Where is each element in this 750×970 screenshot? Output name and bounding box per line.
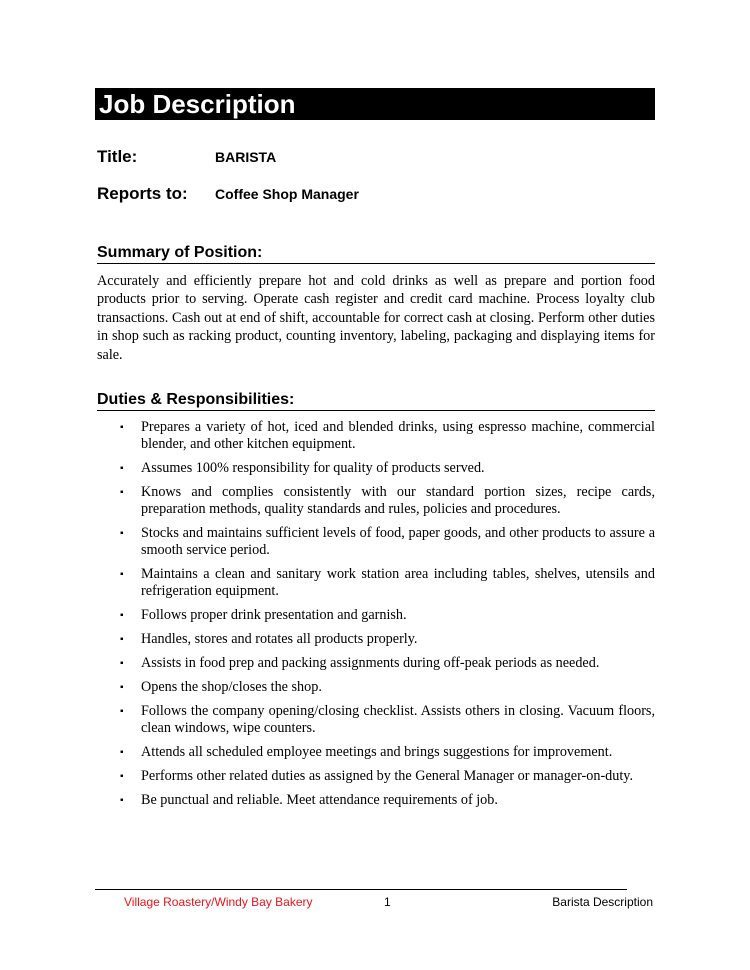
bullet-icon: ▪ [120,706,124,717]
duty-text: Follows proper drink presentation and garnish. [141,607,407,623]
list-item [97,744,655,761]
duty-text: Maintains a clean and sanitary work station area including tables, shelves, utensils and refrigeration equipment. [141,566,655,599]
list-item [97,631,655,648]
duty-text: Follows the company opening/closing checklist. Assists others in closing. Vacuum floors, clean windows, wipe counters. [141,703,655,736]
page-number: 1 [384,895,391,909]
bullet-icon: ▪ [120,610,124,621]
footer-divider [95,889,627,890]
bullet-icon: ▪ [120,463,124,474]
duty-text: Assists in food prep and packing assignments during off-peak periods as needed. [141,655,600,671]
summary-heading: Summary of Position: [97,244,655,264]
bullet-icon: ▪ [120,747,124,758]
duty-text: Stocks and maintains sufficient levels of food, paper goods, and other products to assure a smooth service period. [141,525,655,558]
reports-to-label: Reports to: [97,184,188,203]
bullet-icon: ▪ [120,658,124,669]
duty-text: Opens the shop/closes the shop. [141,679,322,695]
duty-text: Be punctual and reliable. Meet attendance requirements of job. [141,792,498,808]
page-title: Job Description [95,88,655,120]
duties-list [97,419,655,816]
title-label: Title: [97,147,138,166]
duties-heading: Duties & Responsibilities: [97,391,655,411]
list-item [97,419,655,453]
duty-text: Assumes 100% responsibility for quality of products served. [141,460,485,476]
bullet-icon: ▪ [120,682,124,693]
bullet-icon: ▪ [120,771,124,782]
footer-document-name: Barista Description [552,895,653,909]
bullet-icon: ▪ [120,569,124,580]
list-item [97,792,655,809]
duty-text: Performs other related duties as assigned by the General Manager or manager-on-duty. [141,768,634,784]
footer-company: Village Roastery/Windy Bay Bakery [124,895,313,909]
list-item [97,460,655,477]
duty-text: Prepares a variety of hot, iced and blended drinks, using espresso machine, commercial blender, and other kitchen equipment. [141,419,655,452]
list-item [97,484,655,518]
bullet-icon: ▪ [120,634,124,645]
list-item [97,679,655,696]
title-value: BARISTA [215,149,277,165]
list-item [97,566,655,600]
duty-text: Attends all scheduled employee meetings and brings suggestions for improvement. [141,744,613,760]
duty-text: Handles, stores and rotates all products properly. [141,631,418,647]
list-item [97,525,655,559]
list-item [97,703,655,737]
list-item [97,768,655,785]
duty-text: Knows and complies consistently with our standard portion sizes, recipe cards, preparation methods, quality standards and rules, policies and procedures. [141,484,655,517]
bullet-icon: ▪ [120,487,124,498]
list-item [97,655,655,672]
list-item [97,607,655,624]
summary-text: Accurately and efficiently prepare hot and cold drinks as well as prepare and portion food products prior to serving. Operate cash register and credit card machine. Process loyalty club transactions. Cash out at end of shift, accountable for correct cash at closing. Perform other duties in shop such as racking product, counting inventory, labeling, packaging and displaying items for sale. [97,273,655,363]
reports-to-value: Coffee Shop Manager [215,186,359,202]
bullet-icon: ▪ [120,422,124,433]
bullet-icon: ▪ [120,795,124,806]
bullet-icon: ▪ [120,528,124,539]
